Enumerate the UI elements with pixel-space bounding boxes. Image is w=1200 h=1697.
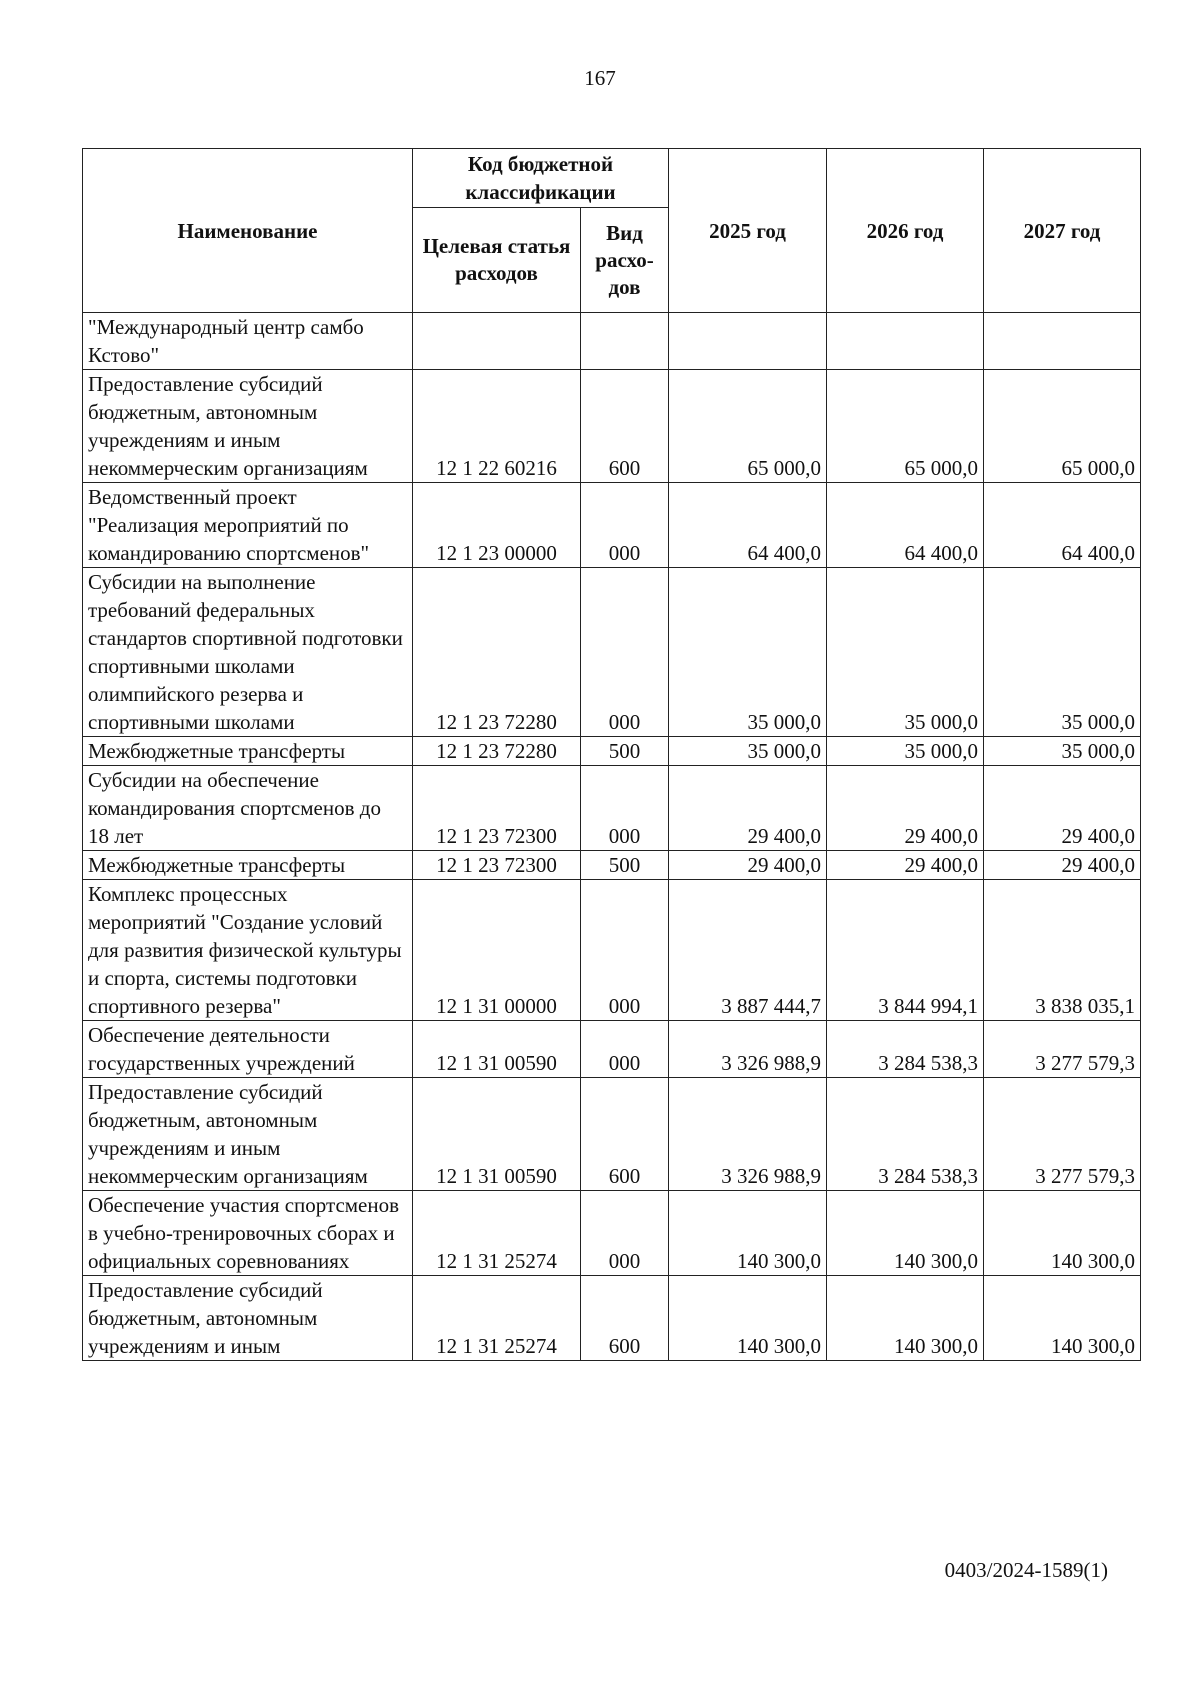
- table-row: [83, 766, 1141, 851]
- row-expense-kind: 500: [581, 851, 669, 880]
- row-target-code: 12 1 23 72280: [413, 568, 581, 737]
- table-row: [83, 737, 1141, 766]
- row-expense-kind: 600: [581, 1078, 669, 1191]
- row-target-code: 12 1 31 25274: [413, 1276, 581, 1361]
- row-value-2027: 35 000,0: [984, 568, 1141, 737]
- row-target-code: [413, 313, 581, 370]
- row-target-code: 12 1 31 00590: [413, 1078, 581, 1191]
- row-value-2026: 3 844 994,1: [827, 880, 984, 1021]
- row-value-2025: 64 400,0: [669, 483, 827, 568]
- table-row: [83, 313, 1141, 370]
- row-value-2025: 140 300,0: [669, 1191, 827, 1276]
- table-row: [83, 1021, 1141, 1078]
- row-target-code: 12 1 23 00000: [413, 483, 581, 568]
- row-expense-kind: 600: [581, 370, 669, 483]
- row-expense-kind: 000: [581, 1191, 669, 1276]
- row-value-2026: 35 000,0: [827, 568, 984, 737]
- row-value-2025: 35 000,0: [669, 568, 827, 737]
- row-target-code: 12 1 23 72300: [413, 766, 581, 851]
- row-value-2026: 65 000,0: [827, 370, 984, 483]
- row-target-code: 12 1 22 60216: [413, 370, 581, 483]
- table-row: [83, 568, 1141, 737]
- row-value-2027: 65 000,0: [984, 370, 1141, 483]
- table-row: [83, 1276, 1141, 1361]
- page-number: 167: [584, 66, 616, 90]
- header-kbk: Код бюджетной классификации: [413, 149, 669, 208]
- row-value-2026: 140 300,0: [827, 1276, 984, 1361]
- row-value-2025: 140 300,0: [669, 1276, 827, 1361]
- row-name: Предоставление субсидий бюджетным, автономным учреждениям и иным некоммерческим организациям: [83, 370, 413, 483]
- row-value-2026: 3 284 538,3: [827, 1021, 984, 1078]
- row-value-2026: 140 300,0: [827, 1191, 984, 1276]
- row-value-2025: 3 887 444,7: [669, 880, 827, 1021]
- row-value-2025: [669, 313, 827, 370]
- header-row: [83, 149, 1141, 208]
- row-value-2027: 3 277 579,3: [984, 1021, 1141, 1078]
- row-value-2025: 29 400,0: [669, 851, 827, 880]
- table-row: [83, 370, 1141, 483]
- row-name: Субсидии на обеспечение командирования спортсменов до 18 лет: [83, 766, 413, 851]
- row-value-2025: 3 326 988,9: [669, 1021, 827, 1078]
- table-row: [83, 1191, 1141, 1276]
- row-expense-kind: 000: [581, 568, 669, 737]
- row-value-2027: 29 400,0: [984, 851, 1141, 880]
- row-value-2025: 3 326 988,9: [669, 1078, 827, 1191]
- row-name: Межбюджетные трансферты: [83, 737, 413, 766]
- budget-table: [82, 148, 1141, 1361]
- table-row: [83, 880, 1141, 1021]
- header-kind: Вид расхо-дов: [581, 208, 669, 313]
- row-value-2027: 64 400,0: [984, 483, 1141, 568]
- header-2025: 2025 год: [669, 149, 827, 313]
- row-value-2026: 35 000,0: [827, 737, 984, 766]
- row-value-2026: 64 400,0: [827, 483, 984, 568]
- row-value-2027: [984, 313, 1141, 370]
- row-name: Комплекс процессных мероприятий "Создание условий для развития физической культуры и спорта, системы подготовки спортивного резерва": [83, 880, 413, 1021]
- row-value-2027: 3 277 579,3: [984, 1078, 1141, 1191]
- row-value-2026: [827, 313, 984, 370]
- row-value-2027: 140 300,0: [984, 1191, 1141, 1276]
- header-2027: 2027 год: [984, 149, 1141, 313]
- row-target-code: 12 1 31 25274: [413, 1191, 581, 1276]
- row-expense-kind: 000: [581, 880, 669, 1021]
- row-value-2026: 29 400,0: [827, 766, 984, 851]
- row-value-2027: 3 838 035,1: [984, 880, 1141, 1021]
- row-expense-kind: 000: [581, 1021, 669, 1078]
- row-value-2027: 140 300,0: [984, 1276, 1141, 1361]
- row-value-2026: 29 400,0: [827, 851, 984, 880]
- row-value-2025: 65 000,0: [669, 370, 827, 483]
- row-name: Ведомственный проект "Реализация мероприятий по командированию спортсменов": [83, 483, 413, 568]
- row-expense-kind: [581, 313, 669, 370]
- row-target-code: 12 1 31 00000: [413, 880, 581, 1021]
- header-name: Наименование: [83, 149, 413, 313]
- row-name: Предоставление субсидий бюджетным, автономным учреждениям и иным: [83, 1276, 413, 1361]
- header-target: Целевая статья расходов: [413, 208, 581, 313]
- row-name: Субсидии на выполнение требований федеральных стандартов спортивной подготовки спортивными школами олимпийского резерва и спортивными школами: [83, 568, 413, 737]
- row-target-code: 12 1 23 72280: [413, 737, 581, 766]
- row-expense-kind: 000: [581, 766, 669, 851]
- row-name: Межбюджетные трансферты: [83, 851, 413, 880]
- row-target-code: 12 1 23 72300: [413, 851, 581, 880]
- table-body: [83, 313, 1141, 1361]
- row-expense-kind: 500: [581, 737, 669, 766]
- header-2026: 2026 год: [827, 149, 984, 313]
- document-number: 0403/2024-1589(1): [944, 1558, 1108, 1582]
- row-value-2027: 29 400,0: [984, 766, 1141, 851]
- row-name: "Международный центр самбо Кстово": [83, 313, 413, 370]
- row-value-2027: 35 000,0: [984, 737, 1141, 766]
- row-name: Обеспечение участия спортсменов в учебно-тренировочных сборах и официальных соревнованиях: [83, 1191, 413, 1276]
- table-row: [83, 1078, 1141, 1191]
- row-name: Обеспечение деятельности государственных учреждений: [83, 1021, 413, 1078]
- row-expense-kind: 000: [581, 483, 669, 568]
- row-value-2025: 35 000,0: [669, 737, 827, 766]
- table-row: [83, 851, 1141, 880]
- row-target-code: 12 1 31 00590: [413, 1021, 581, 1078]
- row-expense-kind: 600: [581, 1276, 669, 1361]
- row-value-2026: 3 284 538,3: [827, 1078, 984, 1191]
- row-value-2025: 29 400,0: [669, 766, 827, 851]
- row-name: Предоставление субсидий бюджетным, автономным учреждениям и иным некоммерческим организациям: [83, 1078, 413, 1191]
- table-row: [83, 483, 1141, 568]
